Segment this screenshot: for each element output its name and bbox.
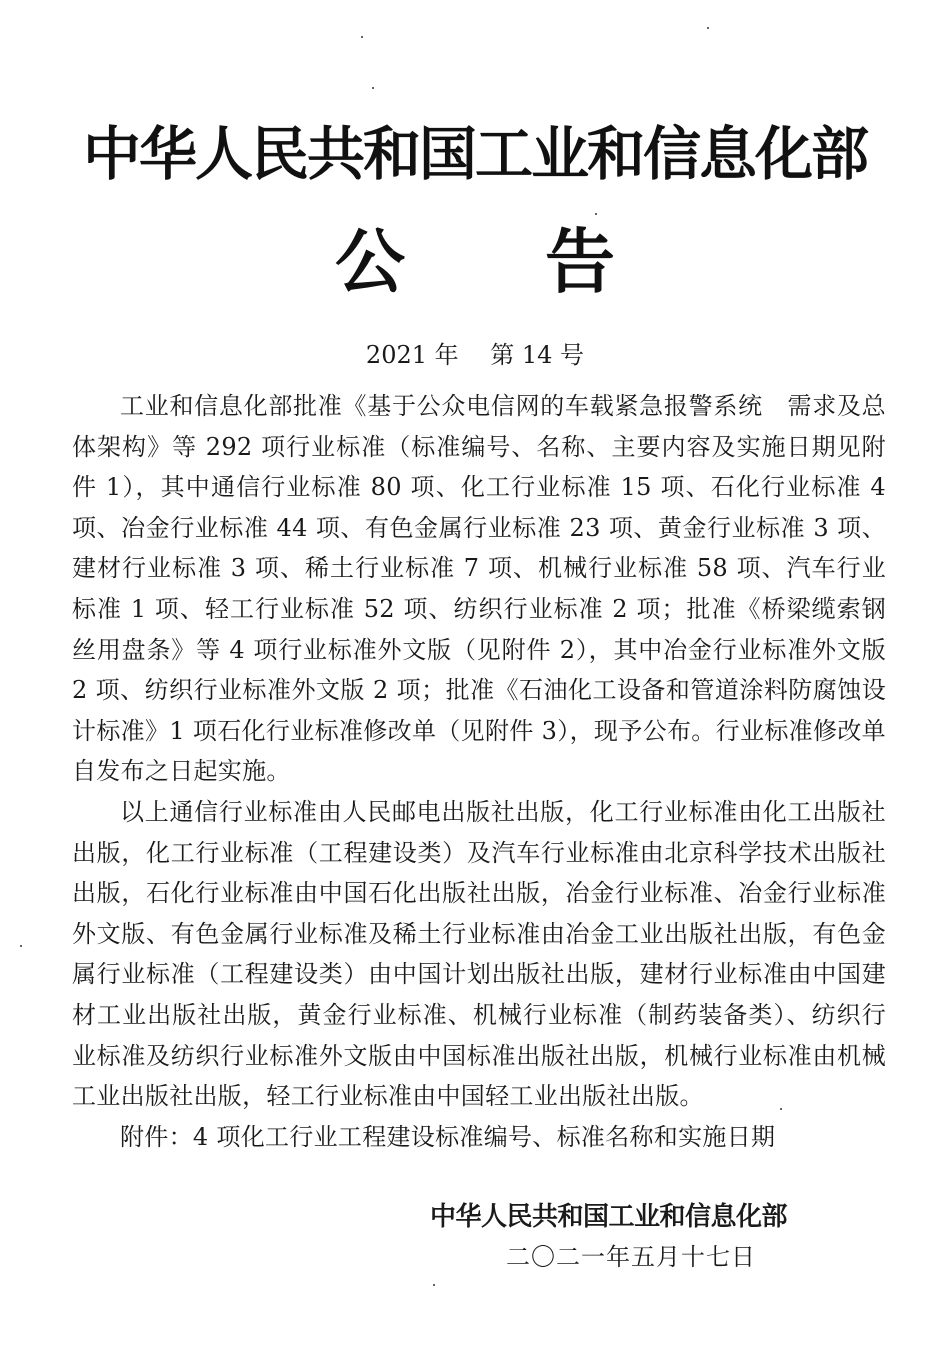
- scan-speck: [707, 27, 709, 29]
- issuer-signature: 中华人民共和国工业和信息化部: [430, 1202, 788, 1232]
- paragraph-attachment: 附件：4 项化工行业工程建设标准编号、标准名称和实施日期: [120, 1122, 776, 1151]
- document-type-heading: 公 告: [335, 221, 615, 303]
- scan-speck: [20, 945, 22, 947]
- scan-speck: [780, 1108, 782, 1110]
- scan-speck: [361, 36, 363, 38]
- announcement-body: [72, 386, 886, 1157]
- scan-speck: [595, 213, 597, 215]
- scan-speck: [433, 1284, 435, 1286]
- document-number: 2021 年 第 14 号: [365, 341, 585, 369]
- scan-speck: [372, 87, 374, 89]
- issue-date: 二〇二一年五月十七日: [506, 1243, 756, 1271]
- paragraph-approval: 工业和信息化部批准《基于公众电信网的车载紧急报警系统 需求及总体架构》等 292 项行业标准（标准编号、名称、主要内容及实施日期见附件 1），其中通信行业标准 80 项、化工行业标准 15 项、石化行业标准 4 项、冶金行业标准 44 项、有色金属行业标准 23 项、黄金行业标准 3 项、建材行业标准 3 项、稀土行业标准 7 项、机械行业标准 58 项、汽车行业标准 1 项、轻工行业标准 52 项、纺织行业标准 2 项；批准《桥梁缆索钢丝用盘条》等 4 项行业标准外文版（见附件 2），其中冶金行业标准外文版 2 项、纺织行业标准外文版 2 项；批准《石油化工设备和管道涂料防腐蚀设计标准》1 项石化行业标准修改单（见附件 3），现予公布。行业标准修改单自发布之日起实施。: [72, 392, 886, 786]
- paragraph-publishers: 以上通信行业标准由人民邮电出版社出版，化工行业标准由化工出版社出版，化工行业标准（工程建设类）及汽车行业标准由北京科学技术出版社出版，石化行业标准由中国石化出版社出版，冶金行业标准、冶金行业标准外文版、有色金属行业标准及稀土行业标准由冶金工业出版社出版，有色金属行业标准（工程建设类）由中国计划出版社出版，建材行业标准由中国建材工业出版社出版，黄金行业标准、机械行业标准（制药装备类）、纺织行业标准及纺织行业标准外文版由中国标准出版社出版，机械行业标准由机械工业出版社出版，轻工行业标准由中国轻工业出版社出版。: [72, 797, 886, 1111]
- issuer-title: 中华人民共和国工业和信息化部: [82, 120, 867, 188]
